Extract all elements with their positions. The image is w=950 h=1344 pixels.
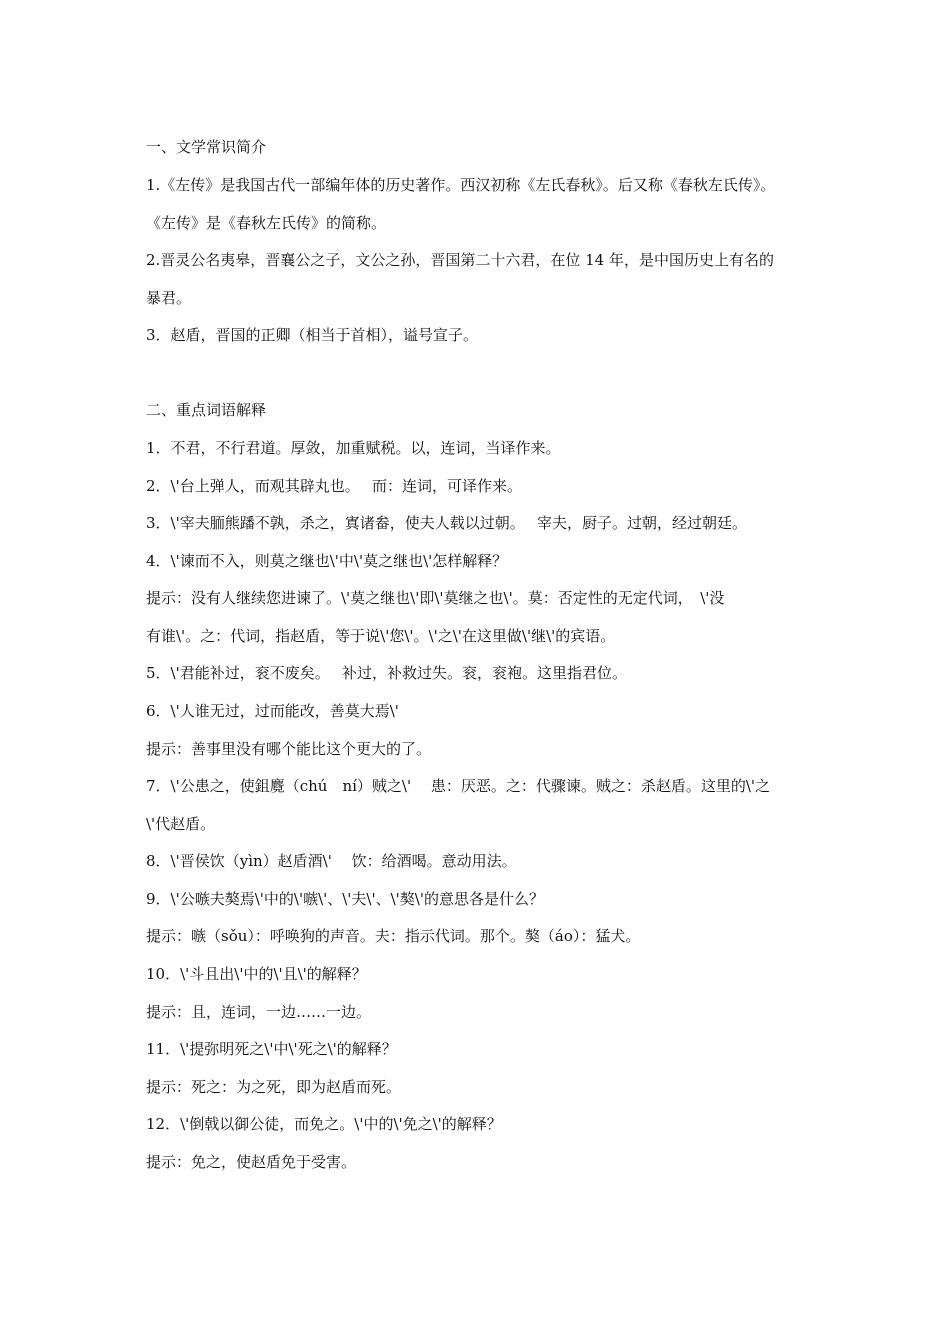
paragraph-line: \'代赵盾。 — [146, 815, 216, 833]
section-heading-key-words: 二、重点词语解释 — [146, 401, 267, 419]
paragraph-line: 提示：免之，使赵盾免于受害。 — [146, 1153, 357, 1171]
paragraph-line: 有谁\'。之：代词，指赵盾，等于说\'您\'。\'之\'在这里做\'继\'的宾语。 — [146, 627, 616, 645]
paragraph-line: 提示：死之：为之死，即为赵盾而死。 — [146, 1078, 402, 1096]
section-heading-literary-knowledge: 一、文学常识简介 — [146, 138, 267, 156]
paragraph-line: 3．\'宰夫胹熊蹯不孰，杀之，寘诸畚，使夫人载以过朝。 宰夫，厨子。过朝，经过朝廷。 — [146, 514, 747, 532]
paragraph-line: 提示：嗾（sǒu）：呼唤狗的声音。夫：指示代词。那个。獒（áo）：猛犬。 — [146, 927, 641, 945]
paragraph-line: 2．\'台上弹人，而观其辟丸也。 而：连词，可译作来。 — [146, 477, 522, 495]
paragraph-line: 2.晋灵公名夷皋，晋襄公之子，文公之孙，晋国第二十六君，在位 14 年，是中国历史上有名的 — [146, 251, 774, 269]
paragraph-line: 提示：没有人继续您进谏了。\'莫之继也\'即\'莫继之也\'。莫：否定性的无定代词， \'没 — [146, 589, 725, 607]
paragraph-line: 6．\'人谁无过，过而能改，善莫大焉\' — [146, 702, 399, 720]
paragraph-line: 暴君。 — [146, 289, 192, 307]
paragraph-line: 提示：且，连词，一边……一边。 — [146, 1003, 372, 1021]
paragraph-line: 1．不君，不行君道。厚敛，加重赋税。以，连词，当译作来。 — [146, 439, 561, 457]
paragraph-line: 《左传》是《春秋左氏传》的简称。 — [146, 214, 387, 232]
paragraph-line: 12．\'倒戟以御公徒，而免之。\'中的\'免之\'的解释？ — [146, 1115, 502, 1133]
paragraph-line: 8．\'晋侯饮（yìn）赵盾酒\' 饮：给酒喝。意动用法。 — [146, 852, 517, 870]
paragraph-line: 4．\'谏而不入，则莫之继也\'中\'莫之继也\'怎样解释？ — [146, 552, 508, 570]
paragraph-line: 5．\'君能补过，衮不废矣。 补过，补救过失。衮，衮袍。这里指君位。 — [146, 664, 627, 682]
paragraph-line: 提示：善事里没有哪个能比这个更大的了。 — [146, 740, 432, 758]
paragraph-line: 7．\'公患之，使鉏麑（chú ní）贼之\' 患：厌恶。之：代骤谏。贼之：杀赵盾。这里的\'之 — [146, 777, 771, 795]
paragraph-line: 1.《左传》是我国古代一部编年体的历史著作。西汉初称《左氏春秋》。后又称《春秋左氏传》。 — [146, 176, 776, 194]
paragraph-line: 9．\'公嗾夫獒焉\'中的\'嗾\'、\'夫\'、\'獒\'的意思各是什么？ — [146, 890, 544, 908]
paragraph-line: 3．赵盾，晋国的正卿（相当于首相），谥号宣子。 — [146, 326, 479, 344]
paragraph-line: 11．\'提弥明死之\'中\'死之\'的解释？ — [146, 1040, 397, 1058]
paragraph-line: 10．\'斗且出\'中的\'且\'的解释？ — [146, 965, 367, 983]
